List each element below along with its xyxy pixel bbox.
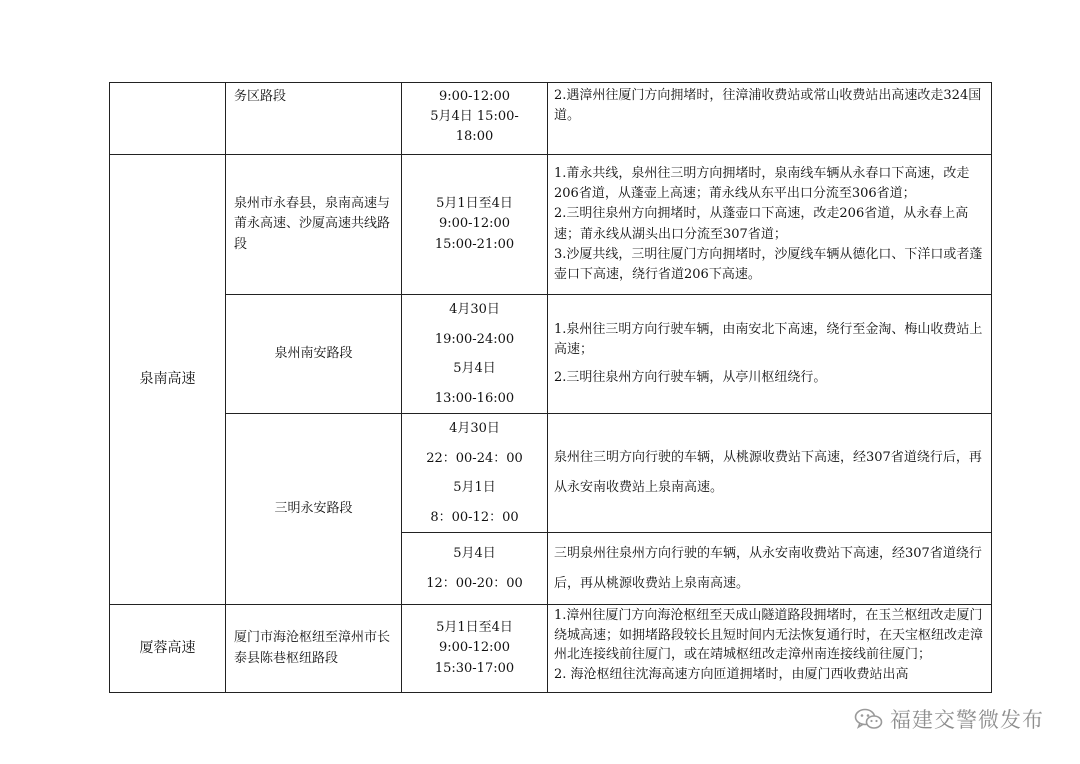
time-line: 4月30日 — [449, 302, 500, 317]
detour-text: 2.三明往泉州方向行驶车辆，从亭川枢纽绕行。 — [554, 370, 827, 386]
detour-text: 泉州往三明方向行驶的车辆，从桃源收费站下高速，经307省道绕行后，再从永安南收费站上泉南高速。 — [554, 450, 982, 495]
time-cell — [402, 414, 548, 533]
time-line: 9:00-12:00 — [438, 216, 511, 232]
table-row — [110, 83, 992, 155]
detour-cell — [548, 155, 992, 295]
detour-text: 3.沙厦共线，三明往厦门方向拥堵时，沙厦线车辆从德化口、下洋口或者蓬壶口下高速，绕行省道206下高速。 — [554, 246, 983, 282]
time-line: 8：00-12：00 — [430, 509, 519, 525]
time-line: 15:00-21:00 — [434, 236, 515, 252]
table-row — [110, 295, 992, 414]
detour-text: 2.遇漳州往厦门方向拥堵时，往漳浦收费站或常山收费站出高速改走324国道。 — [554, 88, 982, 124]
time-line: 5月4日 15:00- — [430, 109, 519, 125]
time-cell — [402, 533, 548, 605]
table-row — [110, 605, 992, 693]
section-cell: 泉南高速 — [110, 155, 226, 605]
time-line: 15:30-17:00 — [434, 660, 515, 676]
table-row — [110, 414, 992, 533]
time-line: 5月1日至4日 — [436, 196, 513, 212]
detour-text: 三明泉州往泉州方向行驶的车辆，从永安南收费站下高速，经307省道绕行后，再从桃源收费站上泉南高速。 — [554, 545, 982, 591]
time-line: 5月4日 — [453, 361, 496, 376]
time-cell — [402, 83, 548, 155]
time-line: 9:00-12:00 — [438, 89, 511, 104]
table-row — [110, 155, 992, 295]
detour-text: 1.漳州往厦门方向海沧枢纽至天成山隧道路段拥堵时，在玉兰枢纽改走厦门绕城高速；如拥堵路段较长且短时间内无法恢复通行时，在天宝枢纽改走漳州北连接线前往厦门，或在靖城枢纽改走漳州南连接线前往厦门； — [554, 608, 984, 662]
time-line: 13:00-16:00 — [434, 390, 515, 406]
detour-cell — [548, 414, 992, 533]
detour-cell — [548, 605, 992, 693]
detour-text: 1.泉州往三明方向行驶车辆，由南安北下高速，绕行至金淘、梅山收费站上高速； — [554, 321, 983, 357]
road-section-cell: 泉州市永春县，泉南高速与莆永高速、沙厦高速共线路段 — [226, 155, 402, 295]
time-cell — [402, 605, 548, 693]
traffic-detour-table — [109, 82, 992, 693]
time-line: 22：00-24：00 — [426, 450, 523, 466]
detour-cell — [548, 295, 992, 414]
time-cell — [402, 155, 548, 295]
time-line: 5月1日 — [453, 480, 496, 495]
time-line: 5月1日至4日 — [436, 620, 513, 636]
time-line: 9:00-12:00 — [438, 640, 511, 656]
wechat-icon — [854, 707, 884, 731]
road-section-cell: 厦门市海沧枢纽至漳州市长泰县陈巷枢纽路段 — [226, 605, 402, 693]
road-section-cell: 务区路段 — [226, 83, 402, 155]
time-line: 18:00 — [455, 129, 494, 145]
detour-text-wrap — [554, 606, 985, 684]
detour-cell — [548, 83, 992, 155]
watermark-text: 福建交警微发布 — [890, 708, 1044, 732]
detour-text: 2. 海沧枢纽往沈海高速方向匝道拥堵时，由厦门西收费站出高 — [554, 666, 909, 682]
time-line: 12：00-20：00 — [426, 575, 523, 591]
watermark — [854, 704, 1044, 734]
detour-text: 1.莆永共线，泉州往三明方向拥堵时，泉南线车辆从永春口下高速，改走206省道，从蓬壶上高速；莆永线从东平出口分流至306省道； — [554, 166, 970, 202]
detour-cell — [548, 533, 992, 605]
time-line: 4月30日 — [449, 421, 500, 436]
road-section-cell: 三明永安路段 — [226, 414, 402, 605]
time-line: 5月4日 — [453, 546, 496, 561]
section-cell — [110, 83, 226, 155]
time-cell — [402, 295, 548, 414]
time-line: 19:00-24:00 — [434, 331, 515, 347]
road-section-cell: 泉州南安路段 — [226, 295, 402, 414]
section-cell: 厦蓉高速 — [110, 605, 226, 693]
detour-text: 2.三明往泉州方向拥堵时，从蓬壶口下高速，改走206省道，从永春上高速；莆永线从湖头出口分流至307省道； — [554, 206, 969, 242]
